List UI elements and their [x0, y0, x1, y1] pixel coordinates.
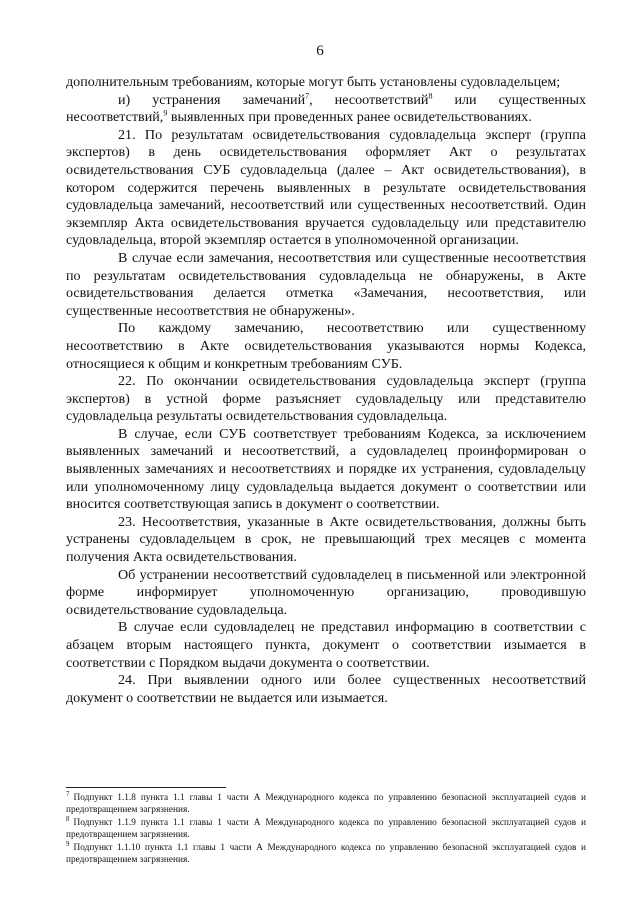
- footnote-mark: 8: [66, 814, 70, 823]
- paragraph-item-i-text: , несоответствий: [309, 91, 429, 108]
- paragraph-clause-21-norms: По каждому замечанию, несоответствию или существенному несоответствию в Акте освидетельствования указываются нормы Кодекса, относящиеся к общим и конкретным требованиям СУБ.: [66, 320, 586, 372]
- paragraph-clause-23: 23. Несоответствия, указанные в Акте освидетельствования, должны быть устранены судовладельцем в срок, не превышающий трех месяцев с момента получения Акта освидетельствования.: [66, 513, 586, 566]
- footnote-divider: [66, 787, 226, 788]
- footnote-8: [66, 814, 586, 842]
- paragraph-clause-23-inform: Об устранении несоответствий судовладелец в письменной или электронной форме информирует уполномоченную организацию, проводившую освидетельствование судовладельца.: [66, 566, 586, 618]
- footnote-text: Подпункт 1.1.8 пункта 1.1 главы 1 части А Международного кодекса по управлению безопасной эксплуатацией судов и предотвращением загрязнения.: [66, 793, 586, 816]
- paragraph-clause-22: 22. По окончании освидетельствования судовладельца эксперт (группа экспертов) в устной форме разъясняет судовладельцу или представителю судовладельца результаты освидетельствования судовладельца.: [66, 373, 586, 425]
- footnote-ref-8: 8: [428, 90, 433, 100]
- paragraph-clause-24: 24. При выявлении одного или более существенных несоответствий документ о соответствии не выдается или изымается.: [66, 672, 586, 706]
- footnote-mark: 7: [66, 789, 70, 798]
- footnote-ref-9: 9: [163, 108, 168, 118]
- paragraph-item-i: [66, 92, 586, 127]
- page-number: 6: [316, 43, 324, 59]
- paragraph-additional-requirements: дополнительным требованиям, которые могут быть установлены судовладельцем;: [66, 74, 561, 90]
- paragraph-item-i-text: и) устранения замечаний: [118, 91, 306, 108]
- footnote-7: [66, 789, 586, 817]
- paragraph-clause-21: 21. По результатам освидетельствования судовладельца эксперт (группа экспертов) в день освидетельствования оформляет Акт о результатах освидетельствования СУБ судовладельца (далее – Акт освидетельствования), в котором содержится перечень выявленных в результате освидетельствования судовладельца замечаний, несоответствий или существенных несоответствий. Один экземпляр Акта освидетельствования вручается судовладельцу или представителю судовладельца, второй экземпляр остается в уполномоченной организации.: [66, 126, 586, 249]
- paragraph-item-i-text: или существенных несоответствий,: [66, 91, 586, 126]
- paragraph-item-i-text: выявленных при проведенных ранее освидетельствованиях.: [167, 109, 532, 126]
- footnotes: [66, 789, 586, 866]
- body-text: [66, 74, 586, 707]
- footnote-text: Подпункт 1.1.9 пункта 1.1 главы 1 части А Международного кодекса по управлению безопасной эксплуатацией судов и предотвращением загрязнения.: [66, 817, 586, 841]
- footnote-text: Подпункт 1.1.10 пункта 1.1 главы 1 части А Международного кодекса по управлению безопасной эксплуатацией судов и предотвращением загрязнения.: [66, 842, 586, 866]
- paragraph-clause-21-no-findings: В случае если замечания, несоответствия или существенные несоответствия по результатам освидетельствования судовладельца не обнаружены, в Акте освидетельствования делается отметка «Замечания, несоответствия, или существенные несоответствия не обнаружены».: [66, 249, 586, 319]
- footnote-9: [66, 839, 586, 867]
- paragraph-clause-22-document-issue: В случае, если СУБ соответствует требованиям Кодекса, за исключением выявленных замечаний и несоответствий, а судовладелец проинформирован о выявленных замечаниях и несоответствиях и порядке их устранения, судовладельцу или уполномоченному лицу судовладельца выдается документ о соответствии или вносится соответствующая запись в документ о соответствии.: [66, 425, 586, 513]
- footnote-ref-7: 7: [305, 90, 310, 100]
- footnote-mark: 9: [66, 839, 70, 848]
- paragraph-clause-23-withdraw: В случае если судовладелец не представил информацию в соответствии с абзацем вторым настоящего пункта, документ о соответствии изымается в соответствии с Порядком выдачи документа о соответствии.: [66, 619, 586, 671]
